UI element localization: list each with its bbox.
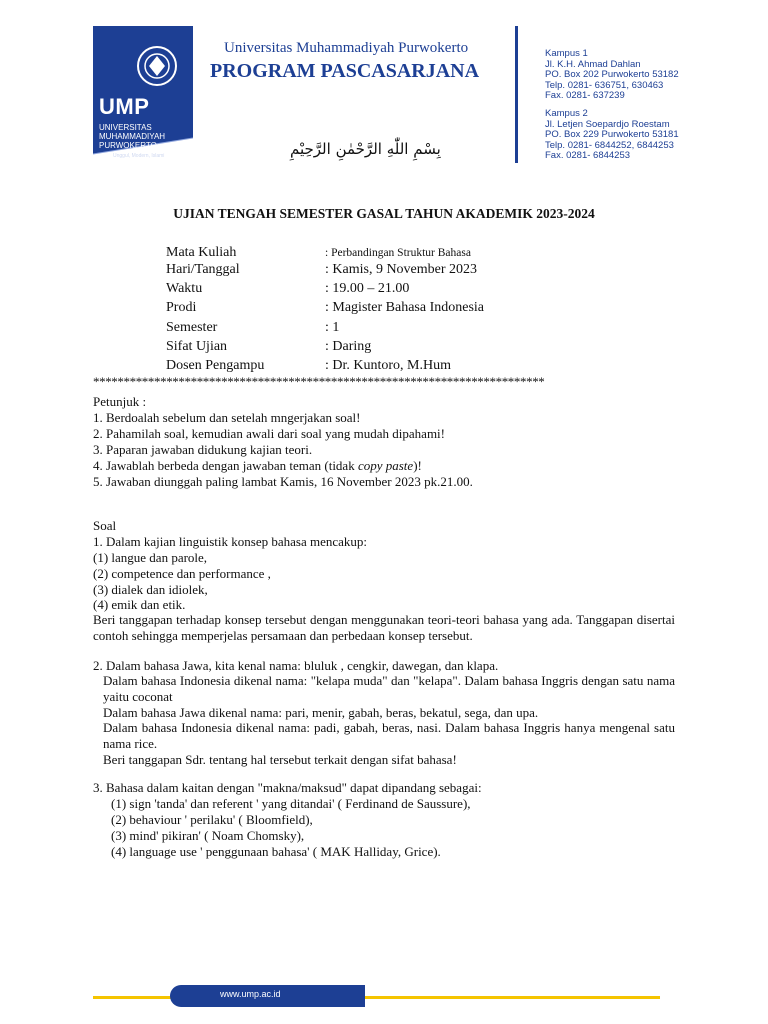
logo-subtitle: UNIVERSITAS MUHAMMADIYAH PURWOKERTO bbox=[99, 123, 166, 150]
info-label: Dosen Pengampu bbox=[166, 358, 265, 373]
questions-heading: Soal bbox=[93, 518, 117, 533]
footer-website-link[interactable]: www.ump.ac.id bbox=[220, 989, 281, 999]
info-label: Semester bbox=[166, 320, 218, 335]
info-value: : Daring bbox=[325, 339, 372, 354]
question-3-item: (4) language use ' penggunaan bahasa' ( MAK Halliday, Grice). bbox=[111, 844, 441, 859]
question-1-item: (1) langue dan parole, bbox=[93, 550, 208, 565]
header-divider bbox=[515, 26, 518, 163]
question-1-item: (3) dialek dan idiolek, bbox=[93, 582, 208, 597]
question-2-paragraph: Dalam bahasa Indonesia dikenal nama: "kelapa muda" dan "kelapa". Dalam bahasa Inggris dengan satu nama yaitu coconat bbox=[103, 673, 675, 704]
info-value: : 19.00 – 21.00 bbox=[325, 281, 410, 296]
bismillah-calligraphy: بِسْمِ اللّٰهِ الرَّحْمٰنِ الرَّحِيْمِ bbox=[290, 140, 441, 158]
campus-2-address bbox=[545, 109, 679, 162]
campus-2-line: Kampus 2 bbox=[545, 108, 588, 119]
logo-tagline: Unggul, Modern, Islami bbox=[113, 153, 165, 159]
info-label: Prodi bbox=[166, 300, 197, 315]
info-value: : 1 bbox=[325, 320, 340, 335]
campus-1-line: PO. Box 202 Purwokerto 53182 bbox=[545, 69, 679, 80]
logo-wordmark: UMP bbox=[99, 94, 150, 119]
campus-2-line: PO. Box 229 Purwokerto 53181 bbox=[545, 129, 679, 140]
question-3-item: (1) sign 'tanda' dan referent ' yang ditandai' ( Ferdinand de Saussure), bbox=[111, 796, 471, 811]
question-2-task: Beri tanggapan Sdr. tentang hal tersebut terkait dengan sifat bahasa! bbox=[103, 752, 457, 767]
info-label: Mata Kuliah bbox=[166, 245, 237, 260]
exam-title: UJIAN TENGAH SEMESTER GASAL TAHUN AKADEMIK 2023-2024 bbox=[173, 206, 595, 221]
question-1-task: Beri tanggapan terhadap konsep tersebut dengan menggunakan teori-teori bahasa yang ada. Tanggapan disertai contoh sehingga memperjelas persamaan dan perbedaan konsep tersebut. bbox=[93, 612, 675, 643]
campus-2-line: Telp. 0281- 6844252, 6844253 bbox=[545, 139, 674, 151]
question-1-intro: 1. Dalam kajian linguistik konsep bahasa mencakup: bbox=[93, 534, 368, 549]
question-2-paragraph: Dalam bahasa Jawa dikenal nama: pari, menir, gabah, beras, bekatul, sega, dan upa. bbox=[103, 705, 539, 720]
university-name: Universitas Muhammadiyah Purwokerto bbox=[224, 40, 469, 56]
question-3-item: (3) mind' pikiran' ( Noam Chomsky), bbox=[111, 828, 305, 843]
instruction-item-4 bbox=[93, 458, 422, 474]
question-1-item: (2) competence dan performance , bbox=[93, 566, 271, 581]
info-label: Hari/Tanggal bbox=[166, 262, 240, 277]
instruction-text: )! bbox=[413, 458, 422, 473]
separator-line: ************************************************************************** bbox=[93, 374, 545, 389]
instruction-item: 1. Berdoalah sebelum dan setelah mngerjakan soal! bbox=[93, 410, 361, 425]
question-3-item: (2) behaviour ' perilaku' ( Bloomfield), bbox=[111, 812, 313, 827]
campus-1-address bbox=[545, 49, 679, 102]
campus-1-line: Fax. 0281- 637239 bbox=[545, 90, 625, 101]
university-logo bbox=[93, 26, 193, 174]
question-3-intro: 3. Bahasa dalam kaitan dengan "makna/maksud" dapat dipandang sebagai: bbox=[93, 780, 482, 795]
instruction-emphasis: copy paste bbox=[357, 458, 414, 473]
instruction-item: 5. Jawaban diunggah paling lambat Kamis, 16 November 2023 pk.21.00. bbox=[93, 474, 473, 489]
footer-accent-bar bbox=[363, 996, 660, 999]
instruction-item: 2. Pahamilah soal, kemudian awali dari soal yang mudah dipahami! bbox=[93, 426, 445, 441]
info-value: : Dr. Kuntoro, M.Hum bbox=[325, 358, 451, 373]
campus-2-line: Jl. Letjen Soepardjo Roestam bbox=[545, 118, 670, 130]
instruction-item: 3. Paparan jawaban didukung kajian teori. bbox=[93, 442, 313, 457]
info-value: : Perbandingan Struktur Bahasa bbox=[325, 247, 471, 259]
question-2-intro: 2. Dalam bahasa Jawa, kita kenal nama: bluluk , cengkir, dawegan, dan klapa. bbox=[93, 658, 499, 673]
info-value: : Magister Bahasa Indonesia bbox=[325, 300, 485, 315]
question-1-item: (4) emik dan etik. bbox=[93, 597, 186, 612]
instruction-text: 4. Jawablah berbeda dengan jawaban teman (tidak bbox=[93, 458, 358, 473]
info-label: Waktu bbox=[166, 281, 203, 296]
campus-1-line: Jl. K.H. Ahmad Dahlan bbox=[545, 58, 641, 70]
info-label: Sifat Ujian bbox=[166, 339, 228, 354]
campus-2-line: Fax. 0281- 6844253 bbox=[545, 150, 631, 161]
campus-1-line: Kampus 1 bbox=[545, 48, 588, 59]
info-value: : Kamis, 9 November 2023 bbox=[325, 262, 478, 277]
campus-1-line: Telp. 0281- 636751, 630463 bbox=[545, 79, 664, 91]
program-name: PROGRAM PASCASARJANA bbox=[210, 60, 480, 82]
question-2-paragraph: Dalam bahasa Indonesia dikenal nama: padi, gabah, beras, nasi. Dalam bahasa Inggris hanya mengenal satu nama rice. bbox=[103, 720, 675, 751]
instructions-heading: Petunjuk : bbox=[93, 394, 147, 409]
